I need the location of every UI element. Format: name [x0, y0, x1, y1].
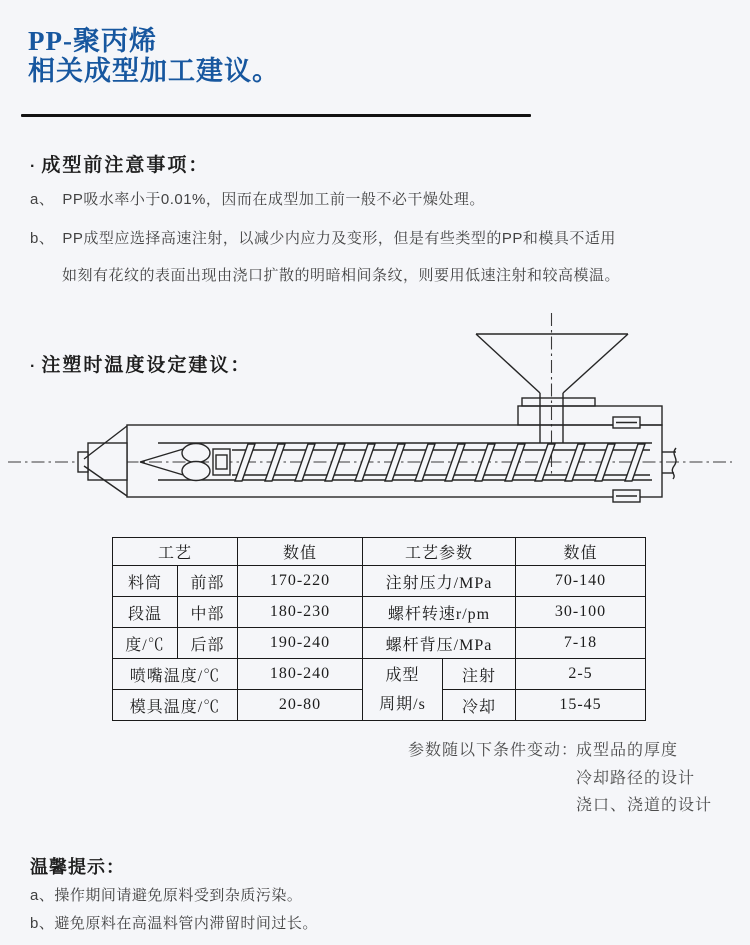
- note-b-label: b、: [30, 230, 55, 247]
- bullet-dot: ·: [30, 158, 36, 175]
- table-row: [113, 597, 646, 628]
- nozzle-temp-value-cell: 180-240: [238, 659, 363, 690]
- note-a: [30, 188, 485, 209]
- barrel-zone-cell: 后部: [178, 628, 238, 659]
- param-name-cell: 注射压力/MPa: [363, 566, 516, 597]
- process-parameter-table: [112, 537, 646, 721]
- param-value-cell: 7-18: [516, 628, 646, 659]
- barrel-value-cell: 190-240: [238, 628, 363, 659]
- table-row: [113, 659, 646, 690]
- barrel-label-cell: 度/℃: [113, 628, 178, 659]
- page-title-line2: 相关成型加工建议。: [28, 56, 280, 86]
- barrel-zone-cell: 前部: [178, 566, 238, 597]
- mold-temp-value-cell: 20-80: [238, 690, 363, 721]
- tip-a: [30, 884, 302, 905]
- note-a-label: a、: [30, 191, 55, 208]
- param-name-cell: 螺杆转速r/pm: [363, 597, 516, 628]
- barrel-label-cell: 段温: [113, 597, 178, 628]
- molding-cycle-line2: 周期/s: [379, 695, 426, 713]
- note-a-text: PP吸水率小于0.01%，因而在成型加工前一般不必干燥处理。: [62, 191, 485, 208]
- note-b-line1: [30, 227, 616, 248]
- barrel-zone-cell: 中部: [178, 597, 238, 628]
- tip-b-text: 避免原料在高温料管内滞留时间过长。: [54, 915, 318, 932]
- param-value-cell: 70-140: [516, 566, 646, 597]
- nozzle-temp-label-cell: 喷嘴温度/℃: [113, 659, 238, 690]
- cycle-value-cell: 2-5: [516, 659, 646, 690]
- barrel-value-cell: 170-220: [238, 566, 363, 597]
- page-title-line1: PP-聚丙烯: [28, 26, 157, 56]
- cycle-phase-cell: 冷却: [443, 690, 516, 721]
- table-row: [113, 628, 646, 659]
- bullet-dot: ·: [30, 358, 36, 375]
- barrel-label-cell: 料筒: [113, 566, 178, 597]
- pre-molding-heading: [30, 150, 209, 177]
- molding-cycle-label-cell: [363, 659, 443, 721]
- header-value-2: 数值: [516, 538, 646, 566]
- pre-molding-heading-text: 成型前注意事项：: [41, 155, 210, 176]
- note-b-text-line2: 如刻有花纹的表面出现由浇口扩散的明暗相间条纹，则要用低速注射和较高模温。: [62, 267, 621, 284]
- tip-b-label: b、: [30, 915, 55, 932]
- table-header-row: [113, 538, 646, 566]
- note-b-text-line1: PP成型应选择高速注射，以减少内应力及变形，但是有些类型的PP和模具不适用: [62, 230, 616, 247]
- mold-temp-label-cell: 模具温度/℃: [113, 690, 238, 721]
- tip-b: [30, 912, 318, 933]
- tip-a-text: 操作期间请避免原料受到杂质污染。: [54, 887, 303, 904]
- hopper-flange: [522, 398, 595, 406]
- header-process-param: 工艺参数: [363, 538, 516, 566]
- nozzle: [78, 426, 127, 496]
- heater-band-bottom: [613, 490, 640, 502]
- injection-screw-diagram: [0, 305, 750, 520]
- title-divider-rule: [21, 114, 531, 117]
- param-value-cell: 30-100: [516, 597, 646, 628]
- header-value-1: 数值: [238, 538, 363, 566]
- cycle-value-cell: 15-45: [516, 690, 646, 721]
- page-title: [28, 26, 280, 86]
- barrel-value-cell: 180-230: [238, 597, 363, 628]
- tips-heading: 温馨提示：: [30, 857, 125, 877]
- cycle-phase-cell: 注射: [443, 659, 516, 690]
- param-name-cell: 螺杆背压/MPa: [363, 628, 516, 659]
- condition-item: 冷却路径的设计: [576, 770, 696, 787]
- screw-shaft-break: [662, 448, 676, 479]
- tip-a-label: a、: [30, 887, 55, 904]
- condition-item: 浇口、浇道的设计: [576, 797, 713, 814]
- heater-band-top: [613, 417, 640, 428]
- header-process: 工艺: [113, 538, 238, 566]
- note-b-line2: [62, 264, 620, 285]
- table-row: [113, 566, 646, 597]
- condition-item: 成型品的厚度: [576, 742, 679, 759]
- conditions-label: 参数随以下条件变动：: [408, 742, 579, 759]
- temperature-heading-text: 注塑时温度设定建议：: [41, 355, 252, 376]
- molding-cycle-line1: 成型: [385, 666, 420, 684]
